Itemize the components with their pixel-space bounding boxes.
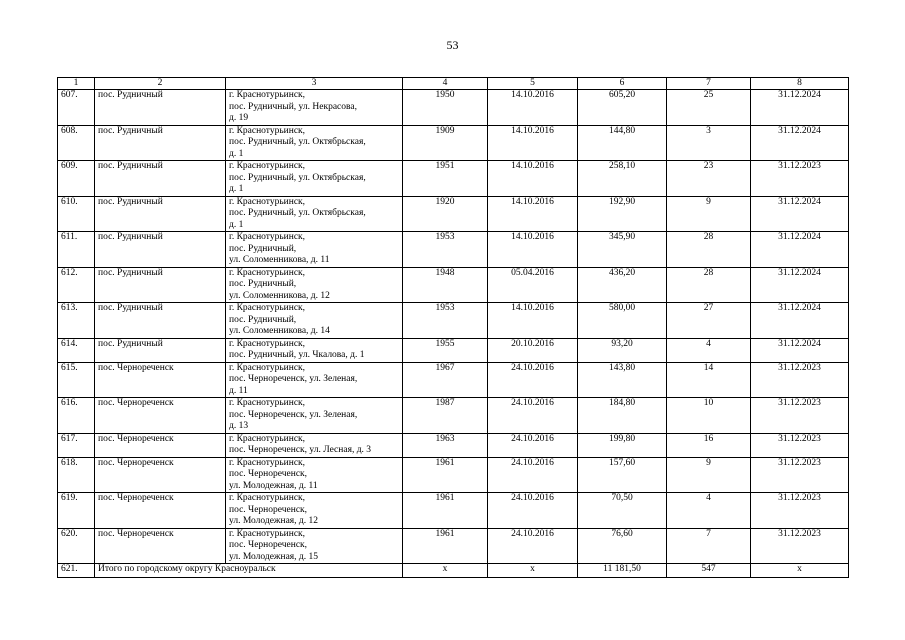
row-number: 617. bbox=[58, 433, 95, 457]
column-header: 2 bbox=[95, 78, 226, 90]
address-line: пос. Рудничный, ул. Октябрьская, bbox=[229, 172, 366, 183]
resident-count: 3 bbox=[667, 125, 751, 161]
deadline-date: 31.12.2024 bbox=[751, 232, 849, 268]
address-cell bbox=[226, 457, 403, 493]
table-row bbox=[58, 338, 849, 362]
settlement-name: пос. Чернореченск bbox=[95, 457, 226, 493]
column-header: 6 bbox=[578, 78, 667, 90]
resident-count: 28 bbox=[667, 267, 751, 303]
total-label: Итого по городскому округу Красноуральск bbox=[95, 564, 403, 578]
deadline-date: 31.12.2023 bbox=[751, 528, 849, 564]
total-count: 547 bbox=[667, 564, 751, 578]
address-cell bbox=[226, 493, 403, 529]
recognition-date: 24.10.2016 bbox=[488, 528, 578, 564]
area-value: 157,60 bbox=[578, 457, 667, 493]
build-year: 1920 bbox=[403, 196, 488, 232]
build-year: 1948 bbox=[403, 267, 488, 303]
settlement-name: пос. Рудничный bbox=[95, 232, 226, 268]
recognition-date: 24.10.2016 bbox=[488, 362, 578, 398]
total-area: 11 181,50 bbox=[578, 564, 667, 578]
address-line: г. Краснотурьинск, bbox=[229, 457, 306, 468]
address-line: г. Краснотурьинск, bbox=[229, 398, 306, 408]
column-header: 3 bbox=[226, 78, 403, 90]
settlement-name: пос. Рудничный bbox=[95, 267, 226, 303]
housing-register-table bbox=[57, 77, 849, 578]
column-header: 8 bbox=[751, 78, 849, 90]
table-row bbox=[58, 528, 849, 564]
address-line: г. Краснотурьинск, bbox=[229, 338, 306, 349]
address-cell bbox=[226, 303, 403, 339]
address-line: г. Краснотурьинск, bbox=[229, 161, 306, 171]
address-line: ул. Молодежная, д. 11 bbox=[229, 480, 318, 491]
address-line: ул. Соломенникова, д. 14 bbox=[229, 326, 330, 336]
resident-count: 25 bbox=[667, 90, 751, 126]
area-value: 93,20 bbox=[578, 338, 667, 362]
table-row bbox=[58, 303, 849, 339]
build-year: 1987 bbox=[403, 398, 488, 434]
deadline-date: 31.12.2023 bbox=[751, 398, 849, 434]
build-year: 1951 bbox=[403, 161, 488, 197]
deadline-date: 31.12.2024 bbox=[751, 90, 849, 126]
row-number: 619. bbox=[58, 493, 95, 529]
address-cell bbox=[226, 338, 403, 362]
row-number: 614. bbox=[58, 338, 95, 362]
area-value: 184,80 bbox=[578, 398, 667, 434]
row-number: 611. bbox=[58, 232, 95, 268]
address-line: ул. Соломенникова, д. 12 bbox=[229, 290, 330, 301]
address-line: г. Краснотурьинск, bbox=[229, 528, 306, 539]
recognition-date: 14.10.2016 bbox=[488, 125, 578, 161]
build-year: 1909 bbox=[403, 125, 488, 161]
settlement-name: пос. Рудничный bbox=[95, 90, 226, 126]
settlement-name: пос. Чернореченск bbox=[95, 528, 226, 564]
build-year: 1963 bbox=[403, 433, 488, 457]
deadline-date: 31.12.2024 bbox=[751, 303, 849, 339]
build-year: 1961 bbox=[403, 528, 488, 564]
area-value: 144,80 bbox=[578, 125, 667, 161]
address-line: д. 11 bbox=[229, 385, 248, 396]
page-number: 53 bbox=[446, 38, 459, 52]
row-number: 609. bbox=[58, 161, 95, 197]
build-year: 1950 bbox=[403, 90, 488, 126]
row-number: 618. bbox=[58, 457, 95, 493]
column-header: 1 bbox=[58, 78, 95, 90]
address-line: пос. Рудничный, bbox=[229, 279, 297, 289]
address-line: г. Краснотурьинск, bbox=[229, 493, 306, 503]
build-year: 1953 bbox=[403, 303, 488, 339]
address-line: д. 13 bbox=[229, 421, 249, 431]
address-line: г. Краснотурьинск, bbox=[229, 362, 306, 373]
deadline-date: 31.12.2024 bbox=[751, 125, 849, 161]
resident-count: 14 bbox=[667, 362, 751, 398]
deadline-date: 31.12.2024 bbox=[751, 338, 849, 362]
build-year: 1953 bbox=[403, 232, 488, 268]
address-line: пос. Чернореченск, ул. Лесная, д. 3 bbox=[229, 445, 372, 455]
address-line: г. Краснотурьинск, bbox=[229, 433, 306, 444]
address-cell bbox=[226, 196, 403, 232]
total-deadline: х bbox=[751, 564, 849, 578]
resident-count: 27 bbox=[667, 303, 751, 339]
settlement-name: пос. Чернореченск bbox=[95, 398, 226, 434]
address-line: пос. Рудничный, ул. Октябрьская, bbox=[229, 208, 366, 218]
column-header: 4 bbox=[403, 78, 488, 90]
address-line: г. Краснотурьинск, bbox=[229, 232, 306, 242]
address-line: ул. Молодежная, д. 12 bbox=[229, 516, 318, 526]
address-line: пос. Чернореченск, bbox=[229, 469, 308, 479]
deadline-date: 31.12.2023 bbox=[751, 457, 849, 493]
address-cell bbox=[226, 161, 403, 197]
resident-count: 28 bbox=[667, 232, 751, 268]
settlement-name: пос. Рудничный bbox=[95, 196, 226, 232]
deadline-date: 31.12.2023 bbox=[751, 161, 849, 197]
settlement-name: пос. Чернореченск bbox=[95, 493, 226, 529]
address-cell bbox=[226, 267, 403, 303]
address-line: ул. Соломенникова, д. 11 bbox=[229, 255, 330, 265]
address-line: ул. Молодежная, д. 15 bbox=[229, 551, 318, 562]
table-row bbox=[58, 362, 849, 398]
area-value: 70,50 bbox=[578, 493, 667, 529]
recognition-date: 20.10.2016 bbox=[488, 338, 578, 362]
table-row bbox=[58, 125, 849, 161]
area-value: 192,90 bbox=[578, 196, 667, 232]
deadline-date: 31.12.2024 bbox=[751, 267, 849, 303]
settlement-name: пос. Рудничный bbox=[95, 125, 226, 161]
column-header: 7 bbox=[667, 78, 751, 90]
settlement-name: пос. Рудничный bbox=[95, 161, 226, 197]
area-value: 199,80 bbox=[578, 433, 667, 457]
row-number: 615. bbox=[58, 362, 95, 398]
table-row bbox=[58, 196, 849, 232]
address-line: д. 19 bbox=[229, 113, 249, 123]
table-row bbox=[58, 398, 849, 434]
area-value: 345,90 bbox=[578, 232, 667, 268]
recognition-date: 24.10.2016 bbox=[488, 433, 578, 457]
address-line: д. 1 bbox=[229, 219, 244, 230]
address-line: д. 1 bbox=[229, 184, 244, 194]
address-line: д. 1 bbox=[229, 148, 244, 159]
settlement-name: пос. Рудничный bbox=[95, 303, 226, 339]
deadline-date: 31.12.2023 bbox=[751, 493, 849, 529]
address-line: г. Краснотурьинск, bbox=[229, 90, 306, 100]
area-value: 436,20 bbox=[578, 267, 667, 303]
settlement-name: пос. Чернореченск bbox=[95, 433, 226, 457]
total-row bbox=[58, 564, 849, 578]
table-row bbox=[58, 232, 849, 268]
table-row bbox=[58, 493, 849, 529]
build-year: 1955 bbox=[403, 338, 488, 362]
resident-count: 9 bbox=[667, 196, 751, 232]
row-number: 613. bbox=[58, 303, 95, 339]
area-value: 143,80 bbox=[578, 362, 667, 398]
resident-count: 23 bbox=[667, 161, 751, 197]
address-cell bbox=[226, 398, 403, 434]
resident-count: 9 bbox=[667, 457, 751, 493]
total-year: х bbox=[403, 564, 488, 578]
recognition-date: 24.10.2016 bbox=[488, 493, 578, 529]
table-row bbox=[58, 457, 849, 493]
build-year: 1961 bbox=[403, 493, 488, 529]
address-line: пос. Рудничный, bbox=[229, 243, 297, 254]
table-row bbox=[58, 90, 849, 126]
table-body bbox=[58, 90, 849, 564]
build-year: 1961 bbox=[403, 457, 488, 493]
resident-count: 4 bbox=[667, 338, 751, 362]
row-number: 607. bbox=[58, 90, 95, 126]
address-cell bbox=[226, 528, 403, 564]
settlement-name: пос. Рудничный bbox=[95, 338, 226, 362]
column-header: 5 bbox=[488, 78, 578, 90]
address-line: пос. Рудничный, ул. Некрасова, bbox=[229, 101, 357, 112]
area-value: 605,20 bbox=[578, 90, 667, 126]
resident-count: 16 bbox=[667, 433, 751, 457]
row-number: 608. bbox=[58, 125, 95, 161]
address-cell bbox=[226, 125, 403, 161]
address-line: пос. Рудничный, ул. Чкалова, д. 1 bbox=[229, 350, 365, 360]
recognition-date: 14.10.2016 bbox=[488, 196, 578, 232]
recognition-date: 14.10.2016 bbox=[488, 90, 578, 126]
row-number: 620. bbox=[58, 528, 95, 564]
settlement-name: пос. Чернореченск bbox=[95, 362, 226, 398]
row-number: 612. bbox=[58, 267, 95, 303]
resident-count: 7 bbox=[667, 528, 751, 564]
table-row bbox=[58, 161, 849, 197]
row-number: 621. bbox=[58, 564, 95, 578]
area-value: 76,60 bbox=[578, 528, 667, 564]
table-header bbox=[58, 78, 849, 90]
address-cell bbox=[226, 362, 403, 398]
build-year: 1967 bbox=[403, 362, 488, 398]
resident-count: 10 bbox=[667, 398, 751, 434]
address-cell bbox=[226, 90, 403, 126]
recognition-date: 24.10.2016 bbox=[488, 398, 578, 434]
total-date: х bbox=[488, 564, 578, 578]
recognition-date: 14.10.2016 bbox=[488, 232, 578, 268]
address-cell bbox=[226, 433, 403, 457]
recognition-date: 14.10.2016 bbox=[488, 303, 578, 339]
area-value: 580,00 bbox=[578, 303, 667, 339]
address-cell bbox=[226, 232, 403, 268]
address-line: пос. Рудничный, bbox=[229, 314, 297, 325]
address-line: пос. Чернореченск, ул. Зеленая, bbox=[229, 409, 358, 420]
address-line: пос. Рудничный, ул. Октябрьская, bbox=[229, 137, 366, 147]
address-line: г. Краснотурьинск, bbox=[229, 303, 306, 313]
address-line: г. Краснотурьинск, bbox=[229, 125, 306, 136]
table-row bbox=[58, 267, 849, 303]
recognition-date: 24.10.2016 bbox=[488, 457, 578, 493]
deadline-date: 31.12.2023 bbox=[751, 433, 849, 457]
table-row bbox=[58, 433, 849, 457]
resident-count: 4 bbox=[667, 493, 751, 529]
area-value: 258,10 bbox=[578, 161, 667, 197]
address-line: г. Краснотурьинск, bbox=[229, 196, 306, 207]
recognition-date: 05.04.2016 bbox=[488, 267, 578, 303]
row-number: 610. bbox=[58, 196, 95, 232]
row-number: 616. bbox=[58, 398, 95, 434]
address-line: пос. Чернореченск, ул. Зеленая, bbox=[229, 374, 358, 384]
deadline-date: 31.12.2024 bbox=[751, 196, 849, 232]
address-line: г. Краснотурьинск, bbox=[229, 267, 306, 278]
deadline-date: 31.12.2023 bbox=[751, 362, 849, 398]
address-line: пос. Чернореченск, bbox=[229, 540, 308, 550]
address-line: пос. Чернореченск, bbox=[229, 504, 308, 515]
recognition-date: 14.10.2016 bbox=[488, 161, 578, 197]
